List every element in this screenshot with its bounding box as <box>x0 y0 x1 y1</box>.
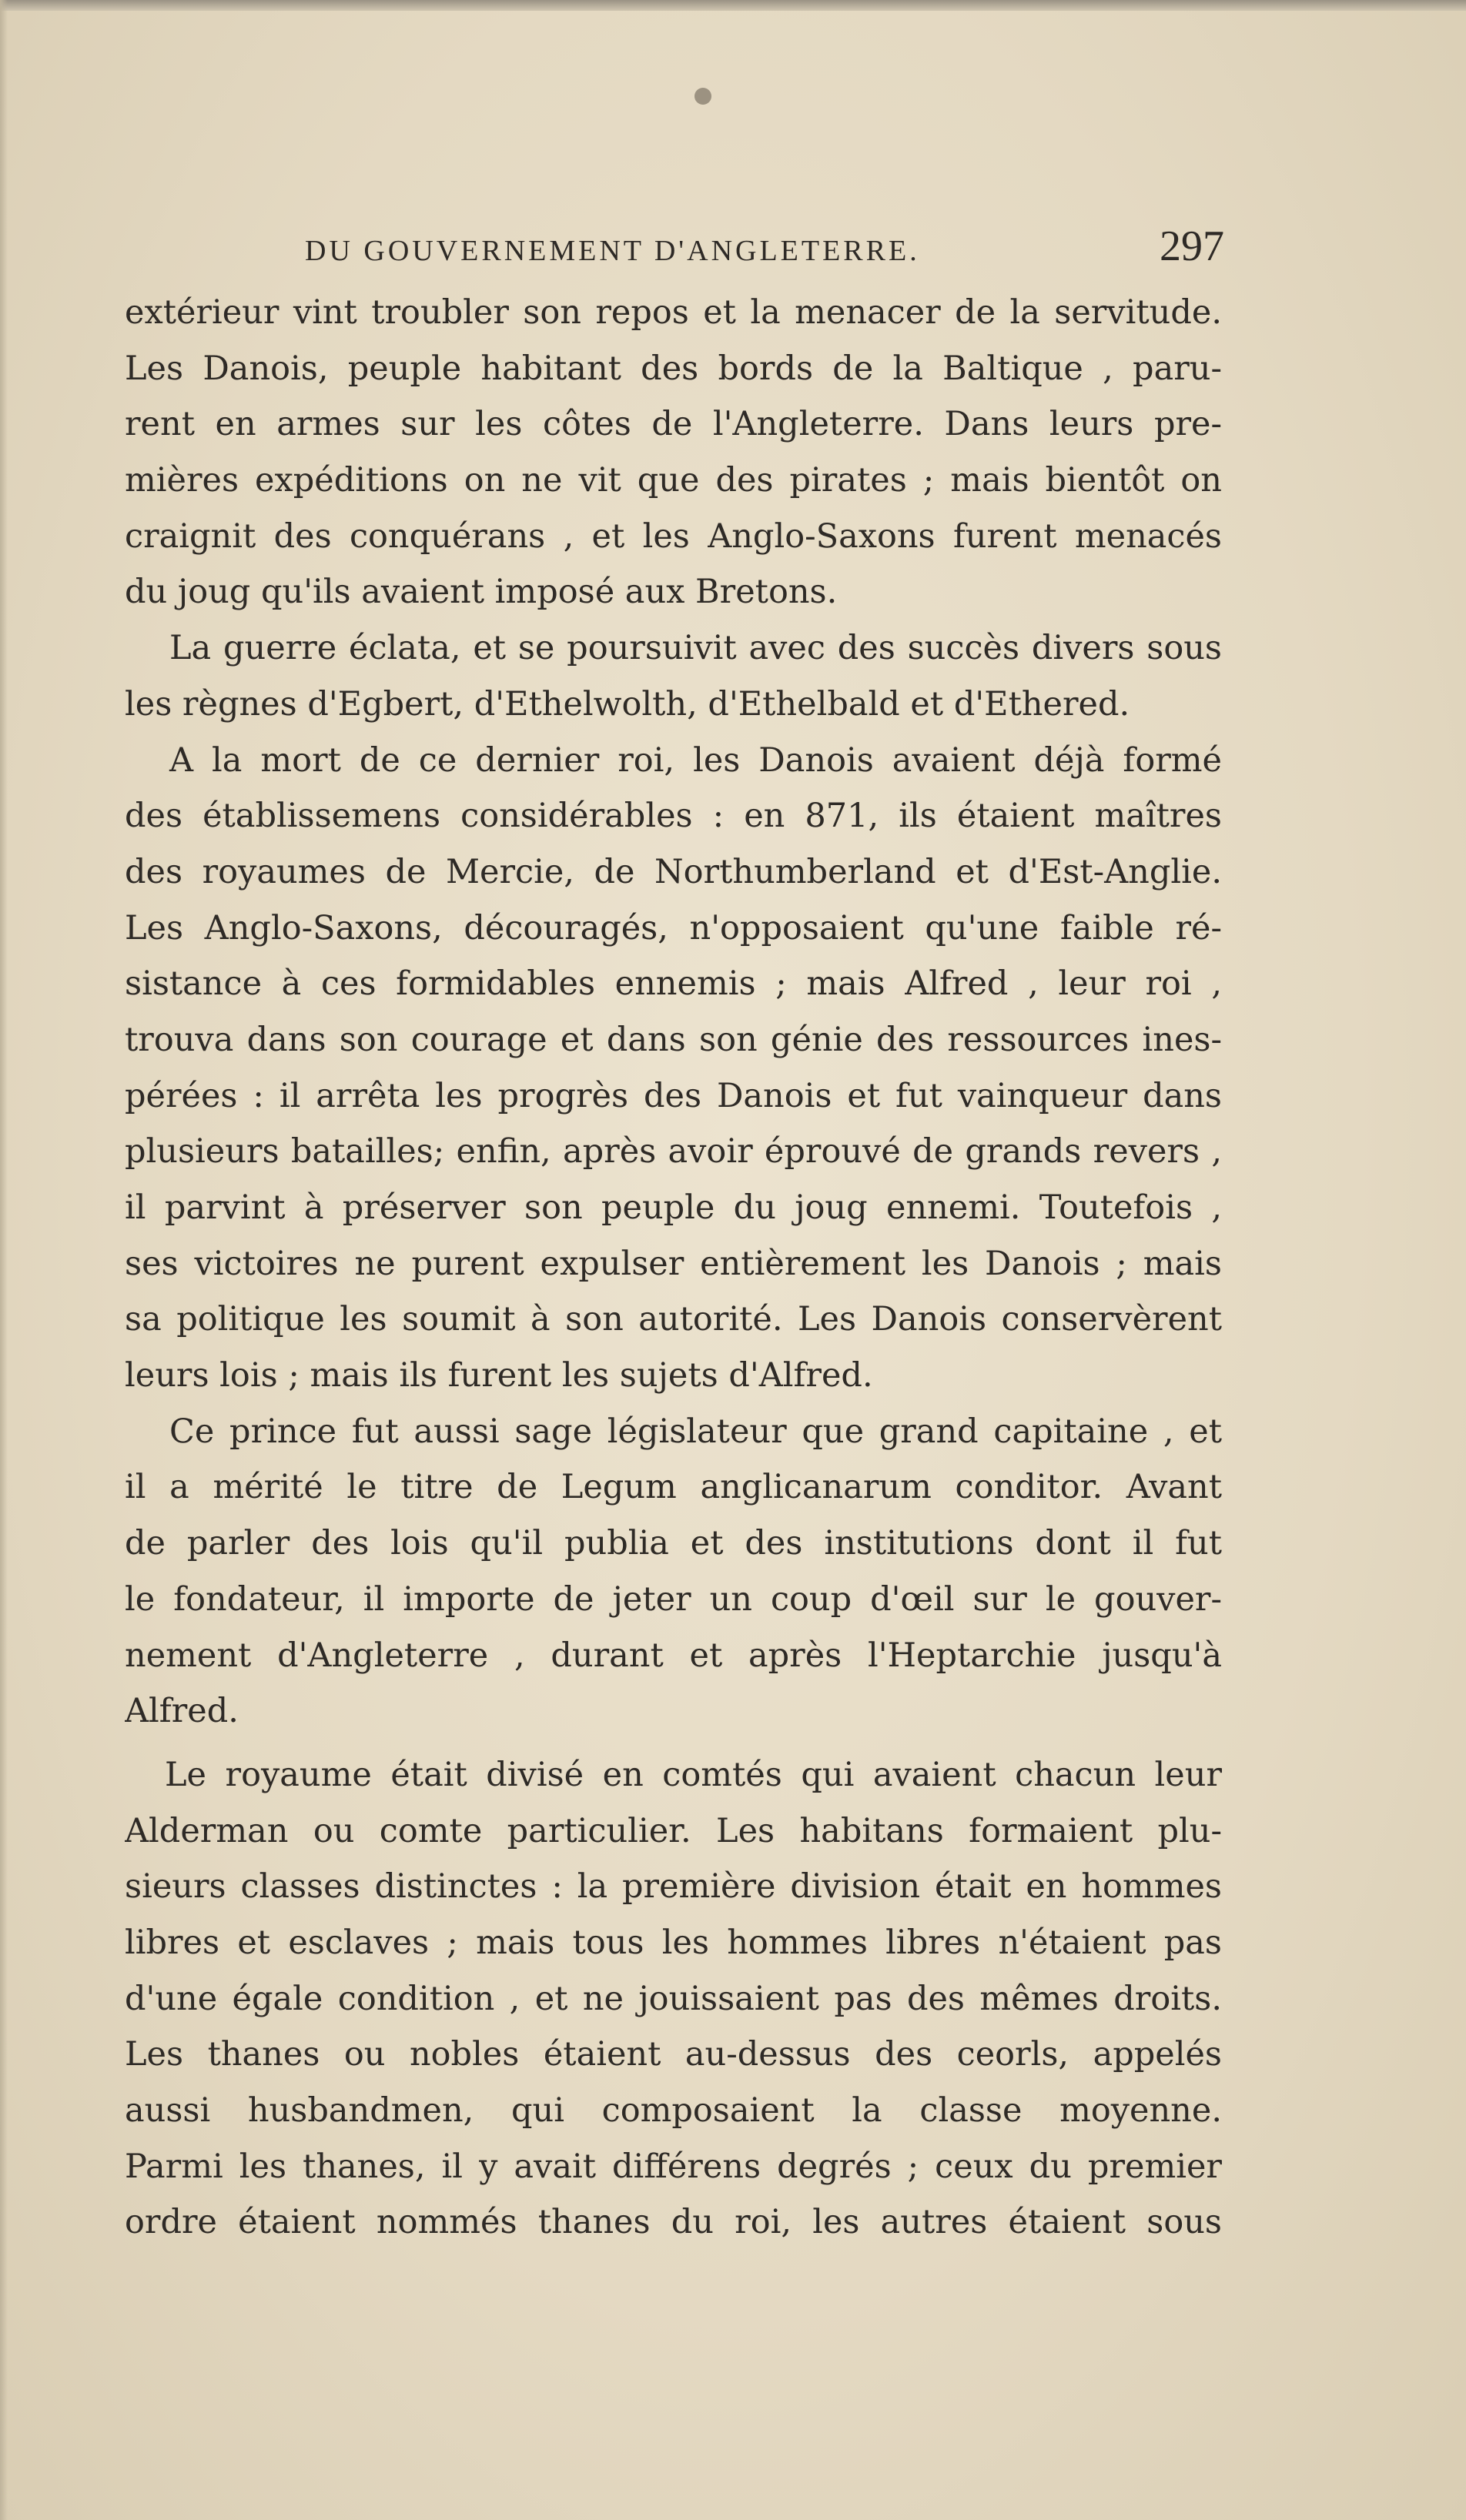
text-line: Parmi les thanes, il y avait différens degrés ; ceux du premier <box>125 2147 1222 2186</box>
ink-spot <box>695 88 711 105</box>
text-line: Les Anglo-Saxons, découragés, n'opposaient qu'une faible ré- <box>125 908 1222 948</box>
text-line: extérieur vint troubler son repos et la menacer de la servitude. <box>125 293 1222 332</box>
text-line: ses victoires ne purent expulser entièrement les Danois ; mais <box>125 1244 1222 1283</box>
text-line: leurs lois ; mais ils furent les sujets d'Alfred. <box>125 1356 873 1395</box>
text-line: d'une égale condition , et ne jouissaient pas des mêmes droits. <box>125 1979 1222 2018</box>
text-line: aussi husbandmen, qui composaient la classe moyenne. <box>125 2091 1222 2130</box>
text-line: libres et esclaves ; mais tous les hommes libres n'étaient pas <box>125 1923 1222 1962</box>
text-line: sieurs classes distinctes : la première division était en hommes <box>125 1867 1222 1907</box>
text-line: rent en armes sur les côtes de l'Angleterre. Dans leurs pre- <box>125 405 1222 444</box>
text-line: il parvint à préserver son peuple du joug ennemi. Toutefois , <box>125 1188 1222 1227</box>
text-line: le fondateur, il importe de jeter un coup d'œil sur le gouver- <box>125 1579 1222 1619</box>
text-line: ordre étaient nommés thanes du roi, les autres étaient sous <box>125 2203 1222 2242</box>
running-head-title: DU GOUVERNEMENT D'ANGLETERRE. <box>305 235 920 267</box>
text-line: plusieurs batailles; enfin, après avoir éprouvé de grands revers , <box>125 1132 1222 1171</box>
text-line: pérées : il arrêta les progrès des Danois et fut vainqueur dans <box>125 1076 1222 1115</box>
text-line: sistance à ces formidables ennemis ; mais Alfred , leur roi , <box>125 964 1222 1004</box>
page-left-edge <box>0 0 8 2520</box>
text-line: des royaumes de Mercie, de Northumberland et d'Est-Anglie. <box>125 852 1222 891</box>
text-line: des établissemens considérables : en 871, ils étaient maîtres <box>125 797 1222 836</box>
text-line: sa politique les soumit à son autorité. Les Danois conservèrent <box>125 1300 1222 1339</box>
page-number: 297 <box>1160 222 1224 270</box>
text-line: Les Danois, peuple habitant des bords de la Baltique , paru- <box>125 349 1222 388</box>
text-line: A la mort de ce dernier roi, les Danois avaient déjà formé <box>169 740 1222 780</box>
text-line: trouva dans son courage et dans son génie des ressources ines- <box>125 1020 1222 1059</box>
text-line: les règnes d'Egbert, d'Ethelwolth, d'Ethelbald et d'Ethered. <box>125 684 1130 724</box>
text-line: mières expéditions on ne vit que des pirates ; mais bientôt on <box>125 461 1222 500</box>
body-text <box>125 285 1222 2251</box>
text-line: Alderman ou comte particulier. Les habitans formaient plu- <box>125 1811 1222 1850</box>
text-line: Les thanes ou nobles étaient au-dessus des ceorls, appelés <box>125 2035 1222 2074</box>
text-line: de parler des lois qu'il publia et des institutions dont il fut <box>125 1524 1222 1563</box>
text-line: nement d'Angleterre , durant et après l'Heptarchie jusqu'à <box>125 1636 1222 1675</box>
text-line: Ce prince fut aussi sage législateur que grand capitaine , et <box>169 1412 1222 1451</box>
text-line: il a mérité le titre de Legum anglicanarum conditor. Avant <box>125 1468 1222 1507</box>
running-head <box>123 222 1224 283</box>
text-line: La guerre éclata, et se poursuivit avec des succès divers sous <box>169 629 1222 668</box>
text-line: Le royaume était divisé en comtés qui avaient chacun leur <box>165 1755 1222 1794</box>
text-line: Alfred. <box>125 1692 239 1731</box>
text-line: du joug qu'ils avaient imposé aux Bretons. <box>125 573 838 612</box>
page-top-edge <box>0 0 1466 11</box>
text-line: craignit des conquérans , et les Anglo-Saxons furent menacés <box>125 516 1222 556</box>
